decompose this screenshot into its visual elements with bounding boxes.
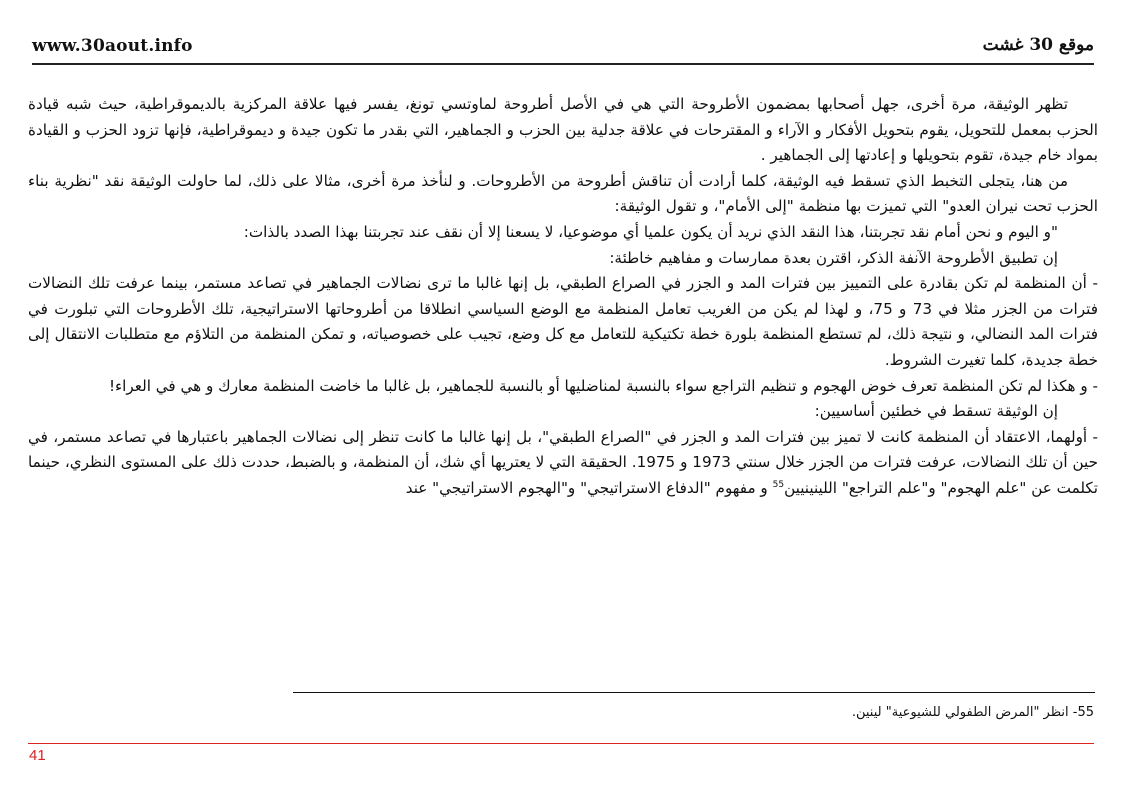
body-text [28,92,1098,502]
list-paragraph: - أن المنظمة لم تكن بقادرة على التمييز بين فترات المد و الجزر في الصراع الطبقي، بل إنها غالبا ما ترى نضالات الجماهير في تصاعد مستمر، بينما عرفت تلك النضالات فترات من الجزر مثلا في 73 و 75، و لهذا لم يكن من الغريب تعامل المنظمة مع الوضع السياسي انطلاقا من أطروحاتها الاستراتيجية، تلك الأطروحات التي تبلورت في فترات المد النضالي، و نتيجة ذلك، لم تستطع المنظمة بلورة خطة تكتيكية للتعامل مع كل وضع، تجيب على خصوصياته، و تمكن المنظمة من التلاؤم مع متطلبات الانتقال إلى خطة جديدة، كلما تغيرت الشروط. [28,274,1098,369]
page-number: 41 [29,747,46,764]
site-url[interactable]: www.30aout.info [32,36,193,56]
list-paragraph: - و هكذا لم تكن المنظمة تعرف خوض الهجوم و تنظيم التراجع سواء بالنسبة لمناضليها أو بالنسبة للجماهير، بل غالبا ما خاضت المنظمة معارك و هي في العراء! [108,376,1098,395]
paragraph: من هنا، يتجلى التخبط الذي تسقط فيه الوثيقة، كلما أرادت أن تناقش أطروحة من الأطروحات. و لنأخذ مرة أخرى، مثالا على ذلك، لما حاولت الوثيقة نقد "نظرية بناء الحزب تحت نيران العدو" التي تميزت بها منظمة "إلى الأمام"، و تقول الوثيقة: [28,171,1098,216]
footnote: 55- انظر "المرض الطفولي للشيوعية" لينين. [851,705,1094,720]
footnote-reference[interactable]: 55 [772,479,785,490]
page-header [32,30,1094,64]
footer-divider [28,743,1094,744]
site-name: موقع 30 غشت [982,35,1094,55]
paragraph: إن الوثيقة تسقط في خطئين أساسيين: [814,402,1058,421]
paragraph: تظهر الوثيقة، مرة أخرى، جهل أصحابها بمضمون الأطروحة التي هي في الأصل أطروحة لماوتسي تونغ، يفسر فيها علاقة المركزية بالديموقراطية، حيث شبه قيادة الحزب بمعمل للتحويل، يقوم بتحويل الأفكار و الآراء و المقترحات في علاقة جدلية بين الحزب و الجماهير، التي بقدر ما تكون جيدة و ديموقراطية، فإنها تزود الحزب و القيادة بمواد خام جيدة، تقوم بتحويلها و إعادتها إلى الجماهير . [28,95,1098,165]
list-paragraph [28,425,1098,502]
paragraph-text: - أولهما، الاعتقاد أن المنظمة كانت لا تميز بين فترات المد و الجزر في "الصراع الطبقي"، بل إنها غالبا ما كانت تنظر إلى نضالات الجماهير باعتبارها في تصاعد مستمر، في حين أن تلك النضالات، عرفت فترات من الجزر خلال سنتي 1973 و 1975. الحقيقة التي لا يعتريها أي شك، أن المنظمة، و بالضبط، حددت ذلك على المستوى النظري، حينما تكلمت عن "علم الهجوم" و"علم التراجع" اللينينيين [28,427,1099,497]
quote-paragraph: إن تطبيق الأطروحة الآنفة الذكر، اقترن بعدة ممارسات و مفاهيم خاطئة: [609,248,1058,267]
paragraph-text-tail: و مفهوم "الدفاع الاستراتيجي" و"الهجوم الاستراتيجي" عند [405,478,773,497]
footnote-divider [293,692,1095,693]
header-divider [32,63,1094,65]
quote-paragraph: "و اليوم و نحن أمام نقد تجربتنا، هذا النقد الذي نريد أن يكون علميا أي موضوعيا، لا يسعنا إلا أن نقف عند تجربتنا بهذا الصدد بالذات: [243,222,1058,241]
